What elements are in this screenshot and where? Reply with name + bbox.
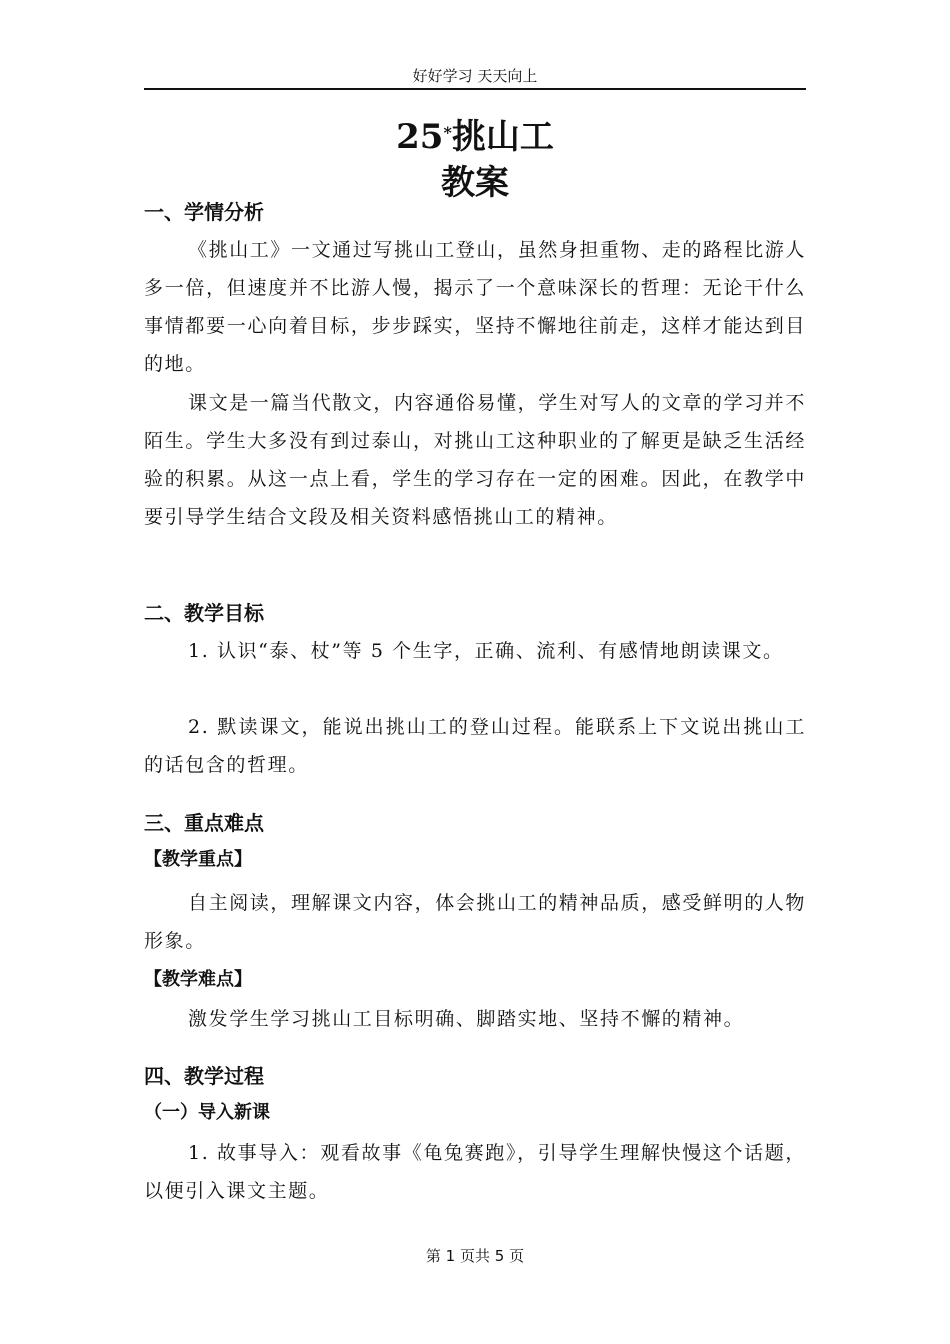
- key-point-label: 【教学重点】: [144, 849, 252, 870]
- difficult-point-label: 【教学难点】: [144, 969, 252, 990]
- difficult-point-text: 激发学生学习挑山工目标明确、脚踏实地、坚持不懈的精神。: [188, 1008, 745, 1030]
- lesson-name: 挑山工: [451, 117, 554, 157]
- process-paragraph-1: 1. 故事导入：观看故事《龟兔赛跑》，引导学生理解快慢这个话题，以便引入课文主题。: [144, 1142, 806, 1202]
- analysis-paragraph-1: 《挑山工》一文通过写挑山工登山，虽然身担重物、走的路程比游人多一倍，但速度并不比游人慢，揭示了一个意味深长的哲理：无论干什么事情都要一心向着目标，步步踩实，坚持不懈地往前走，这样才能达到目的地。: [144, 239, 807, 375]
- objective-item-1: 1. 认识“泰、杖”等 5 个生字，正确、流利、有感情地朗读课文。: [188, 640, 784, 662]
- lesson-title: [144, 114, 806, 160]
- page-footer: 第 1 页共 5 页: [425, 1247, 525, 1265]
- objective-item-2: 2. 默读课文，能说出挑山工的登山过程。能联系上下文说出挑山工的话包含的哲理。: [144, 716, 806, 776]
- section-heading-objectives: 二、教学目标: [144, 601, 264, 625]
- lesson-number: 25: [396, 117, 444, 157]
- section-heading-analysis: 一、学情分析: [144, 200, 264, 224]
- process-subheading-1: （一）导入新课: [144, 1102, 270, 1123]
- section-heading-process: 四、教学过程: [144, 1064, 264, 1088]
- page-header: 好好学习 天天向上: [412, 67, 538, 85]
- analysis-paragraph-2: 课文是一篇当代散文，内容通俗易懂，学生对写人的文章的学习并不陌生。学生大多没有到过泰山，对挑山工这种职业的了解更是缺乏生活经验的积累。从这一点上看，学生的学习存在一定的困难。因此，在教学中要引导学生结合文段及相关资料感悟挑山工的精神。: [144, 392, 807, 528]
- header-divider: [144, 88, 806, 90]
- key-point-text: 自主阅读，理解课文内容，体会挑山工的精神品质，感受鲜明的人物形象。: [144, 892, 807, 952]
- lesson-subtitle: 教案: [441, 163, 509, 203]
- section-heading-key-points: 三、重点难点: [144, 811, 264, 835]
- lesson-marker: *: [443, 123, 452, 142]
